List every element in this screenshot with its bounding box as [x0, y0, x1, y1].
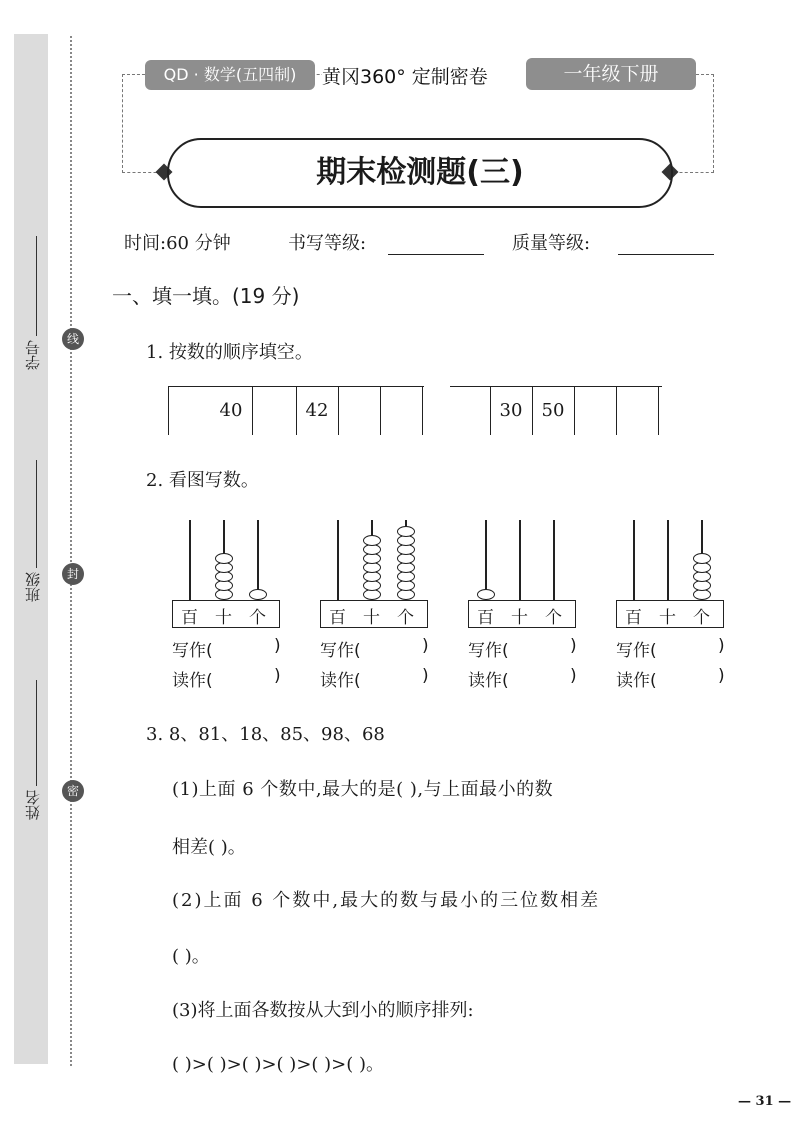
read-close-paren: ) [274, 666, 281, 686]
cell[interactable] [450, 387, 491, 435]
grade-badge: 一年级下册 [526, 58, 696, 90]
place-label: 百 [181, 608, 198, 628]
read-close-paren: ) [570, 666, 577, 686]
abacus-base [320, 600, 428, 628]
page-title: 期末检测题(三) [167, 138, 673, 208]
subject-badge: QD · 数学(五四制) [145, 60, 315, 90]
page-number: — 31 — [738, 1094, 792, 1109]
abacus-bead [693, 553, 711, 564]
seal-mi: 密 [62, 780, 84, 802]
writing-grade-label: 书写等级: [288, 233, 367, 254]
place-label: 百 [625, 608, 642, 628]
name-label: 姓名 [24, 790, 42, 820]
class-blank[interactable] [36, 460, 37, 568]
cell[interactable] [616, 387, 659, 435]
number-row-2 [450, 386, 662, 435]
q3-part1-line1: (1)上面 6 个数中,最大的是( ),与上面最小的数 [172, 779, 554, 800]
student-id-blank[interactable] [36, 236, 37, 336]
cell[interactable] [338, 387, 381, 435]
write-close-paren: ) [570, 636, 577, 656]
read-as-label[interactable]: 读作( [616, 671, 657, 691]
abacus-rod [257, 520, 259, 600]
q3-label: 3. 8、81、18、85、98、68 [146, 724, 385, 745]
section-heading: 一、填一填。(19 分) [112, 284, 300, 308]
read-as-label[interactable]: 读作( [468, 671, 509, 691]
place-label: 个 [545, 608, 562, 628]
cell[interactable] [252, 387, 297, 435]
abacus-bead [249, 589, 267, 600]
writing-grade-blank[interactable] [388, 232, 484, 255]
abacus-rod [337, 520, 339, 600]
write-as-label[interactable]: 写作( [320, 641, 361, 661]
seal-feng: 封 [62, 563, 84, 585]
place-label: 十 [511, 608, 528, 628]
place-label: 个 [693, 608, 710, 628]
place-label: 十 [215, 608, 232, 628]
abacus-rod [189, 520, 191, 600]
read-as-label[interactable]: 读作( [172, 671, 213, 691]
write-as-label[interactable]: 写作( [616, 641, 657, 661]
abacus-rod [667, 520, 669, 600]
place-label: 百 [329, 608, 346, 628]
write-as-label[interactable]: 写作( [172, 641, 213, 661]
q3-part2-line1: (2)上面 6 个数中,最大的数与最小的三位数相差 [172, 890, 601, 911]
write-close-paren: ) [422, 636, 429, 656]
abacus-base [172, 600, 280, 628]
number-row-1 [168, 386, 424, 435]
write-close-paren: ) [718, 636, 725, 656]
abacus-bead [215, 553, 233, 564]
place-label: 个 [249, 608, 266, 628]
time-label: 时间:60 分钟 [124, 233, 231, 254]
abacus-base [616, 600, 724, 628]
q3-part1-line2: 相差( )。 [172, 837, 246, 858]
abacus-rod [553, 520, 555, 600]
q3-part2-line2: ( )。 [172, 946, 210, 967]
write-close-paren: ) [274, 636, 281, 656]
q3-part3-line2: ( )>( )>( )>( )>( )>( )。 [172, 1054, 385, 1075]
cell: 50 [532, 387, 575, 435]
quality-grade-label: 质量等级: [512, 233, 591, 254]
abacus-rod [633, 520, 635, 600]
series-title: 黄冈360° 定制密卷 [322, 62, 532, 89]
cell: 30 [490, 387, 533, 435]
student-id-label: 学号 [24, 340, 42, 370]
q2-label: 2. 看图写数。 [146, 470, 259, 491]
class-label: 班级 [24, 572, 42, 602]
read-as-label[interactable]: 读作( [320, 671, 361, 691]
q1-label: 1. 按数的顺序填空。 [146, 342, 313, 363]
cell: 40 [210, 387, 253, 435]
seal-xian: 线 [62, 328, 84, 350]
place-label: 个 [397, 608, 414, 628]
abacus-rod [519, 520, 521, 600]
q3-part3-line1: (3)将上面各数按从大到小的顺序排列: [172, 1000, 474, 1021]
cell[interactable] [168, 387, 211, 435]
read-close-paren: ) [718, 666, 725, 686]
binding-strip [14, 34, 48, 1064]
abacus-bead [477, 589, 495, 600]
quality-grade-blank[interactable] [618, 232, 714, 255]
abacus-bead [363, 535, 381, 546]
place-label: 百 [477, 608, 494, 628]
cell: 42 [296, 387, 339, 435]
abacus-rod [485, 520, 487, 600]
abacus-bead [397, 526, 415, 537]
abacus-base [468, 600, 576, 628]
place-label: 十 [659, 608, 676, 628]
name-blank[interactable] [36, 680, 37, 786]
cell[interactable] [574, 387, 617, 435]
place-label: 十 [363, 608, 380, 628]
cell[interactable] [380, 387, 423, 435]
write-as-label[interactable]: 写作( [468, 641, 509, 661]
cut-line [70, 36, 72, 1066]
read-close-paren: ) [422, 666, 429, 686]
